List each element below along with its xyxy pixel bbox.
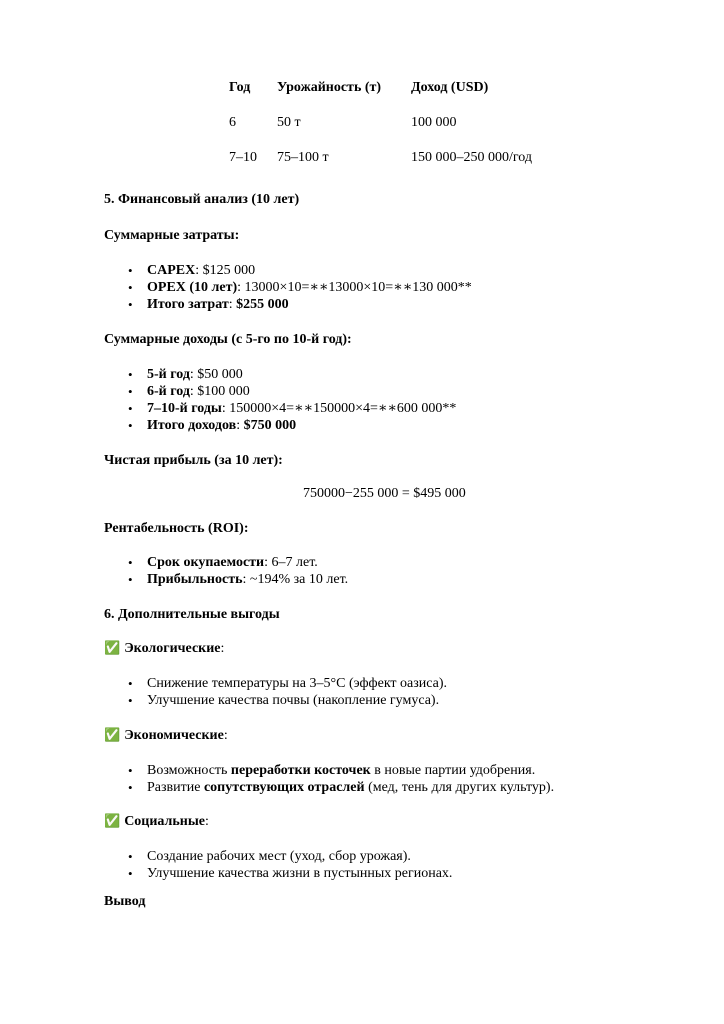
bullet: • <box>128 280 133 295</box>
check-mark-icon: ✅ <box>104 641 121 656</box>
list-item: Срок окупаемости: 6–7 лет. <box>147 555 318 570</box>
list-item: OPEX (10 лет): 13000×10=∗∗13000×10=∗∗130 000** <box>147 280 472 295</box>
table-header-year: Год <box>229 80 251 95</box>
bullet: • <box>128 418 133 433</box>
list-item: CAPEX: $125 000 <box>147 263 256 278</box>
table-cell: 100 000 <box>411 115 457 130</box>
list-item: 6-й год: $100 000 <box>147 384 250 399</box>
bullet: • <box>128 763 133 778</box>
bullet: • <box>128 866 133 881</box>
list-item: Возможность переработки косточек в новые партии удобрения. <box>147 763 536 778</box>
table-cell: 150 000–250 000/год <box>411 150 533 165</box>
list-item: 5-й год: $50 000 <box>147 367 243 382</box>
bullet: • <box>128 572 133 587</box>
list-item: Улучшение качества почвы (накопление гумуса). <box>147 693 440 708</box>
check-mark-icon: ✅ <box>104 814 121 829</box>
group-heading-economic: ✅ Экономические: <box>104 728 228 743</box>
list-item: 7–10-й годы: 150000×4=∗∗150000×4=∗∗600 000** <box>147 401 457 416</box>
revenues-heading: Суммарные доходы (с 5-го по 10-й год): <box>104 332 352 347</box>
conclusion-title: Вывод <box>104 894 146 909</box>
group-heading-ecological: ✅ Экологические: <box>104 641 225 656</box>
check-mark-icon: ✅ <box>104 728 121 743</box>
bullet: • <box>128 263 133 278</box>
table-cell: 6 <box>229 115 236 130</box>
bullet: • <box>128 676 133 691</box>
profit-heading: Чистая прибыль (за 10 лет): <box>104 453 283 468</box>
table-cell: 7–10 <box>229 150 257 165</box>
bullet: • <box>128 849 133 864</box>
list-item: Развитие сопутствующих отраслей (мед, тень для других культур). <box>147 780 555 795</box>
roi-heading: Рентабельность (ROI): <box>104 521 249 536</box>
bullet: • <box>128 693 133 708</box>
list-item: Снижение температуры на 3–5°C (эффект оазиса). <box>147 676 448 691</box>
costs-heading: Суммарные затраты: <box>104 228 240 243</box>
bullet: • <box>128 401 133 416</box>
list-item: Улучшение качества жизни в пустынных регионах. <box>147 866 453 881</box>
list-item: Итого затрат: $255 000 <box>147 297 289 312</box>
list-item: Создание рабочих мест (уход, сбор урожая). <box>147 849 411 864</box>
table-cell: 75–100 т <box>277 150 329 165</box>
bullet: • <box>128 367 133 382</box>
table-header-yield: Урожайность (т) <box>277 80 382 95</box>
bullet: • <box>128 555 133 570</box>
profit-formula: 750000−255 000 = $495 000 <box>303 486 466 501</box>
group-heading-social: ✅ Социальные: <box>104 814 209 829</box>
list-item: Итого доходов: $750 000 <box>147 418 297 433</box>
bullet: • <box>128 297 133 312</box>
bullet: • <box>128 780 133 795</box>
bullet: • <box>128 384 133 399</box>
list-item: Прибыльность: ~194% за 10 лет. <box>147 572 349 587</box>
section-6-title: 6. Дополнительные выгоды <box>104 607 280 622</box>
section-5-title: 5. Финансовый анализ (10 лет) <box>104 192 300 207</box>
table-cell: 50 т <box>277 115 301 130</box>
table-header-income: Доход (USD) <box>411 80 489 95</box>
